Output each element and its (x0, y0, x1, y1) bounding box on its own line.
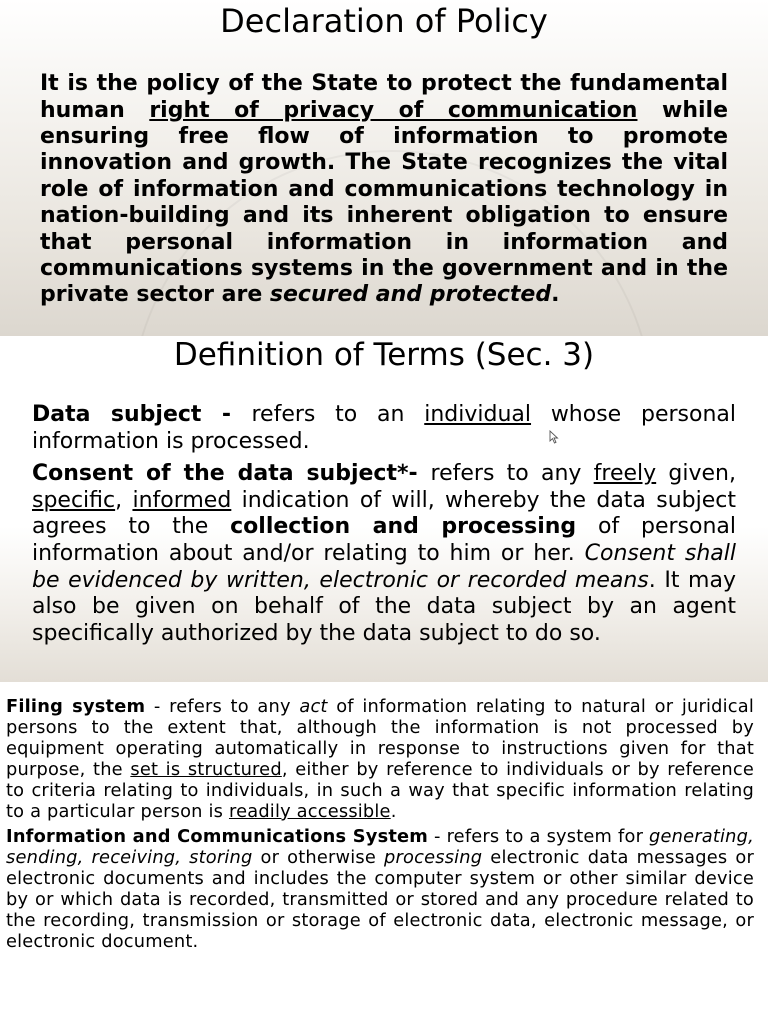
ics-text-1: - refers to a system for (428, 826, 650, 847)
consent-text-4: indication of will, whereby the data subject agrees to the (32, 487, 736, 540)
informed-word: informed (132, 487, 232, 513)
processing-word: processing (384, 847, 483, 868)
specific-word: specific (32, 487, 116, 513)
consent-text-5: of personal information about and/or relating to him or her. (32, 514, 736, 567)
set-structured-phrase: set is structured (130, 759, 282, 780)
terms-title: Definition of Terms (Sec. 3) (173, 337, 595, 373)
filing-system-text-2: of information relating to natural or juridical persons to the extent that, although the information is not processed by equipment operating automatically in response to instructions given for that purpose, the (6, 696, 754, 780)
consent-text-1: refers to any (430, 461, 594, 487)
ics-term: Information and Communications System (6, 826, 429, 847)
consent-evidence-phrase: Consent shall be evidenced by written, electronic or recorded means (32, 541, 736, 593)
filing-system-text-3: , either by reference to individuals or by reference to criteria relating to individuals, in such a way that specific information relating to a particular person is (6, 759, 754, 822)
collection-processing-phrase: collection and processing (230, 514, 577, 540)
ics-definition (0, 826, 768, 952)
secured-protected-phrase: secured and protected (269, 282, 552, 308)
policy-text-3: . (551, 282, 560, 308)
privacy-right-phrase: right of privacy of communication (149, 97, 638, 123)
policy-slide (0, 0, 768, 336)
terms-slide (0, 336, 768, 682)
consent-text-3: , (115, 487, 133, 513)
policy-title: Declaration of Policy (220, 2, 548, 40)
ics-verbs-phrase: generating, sending, receiving, storing (6, 826, 754, 868)
data-subject-text-1: refers to an (251, 402, 425, 428)
act-word: act (299, 696, 328, 717)
filing-system-term: Filing system (6, 696, 146, 717)
policy-text-2: while ensuring free flow of information to promote innovation and growth. The State recognizes the vital role of information and communications technology in nation-building and its inherent obligation to ensure that personal information in information and communications systems in the government and in the private sector are (40, 97, 728, 308)
individual-word: individual (424, 402, 532, 428)
filing-system-text-4: . (390, 801, 397, 822)
more-terms-slide (0, 682, 768, 1024)
mouse-pointer-icon (549, 430, 561, 444)
consent-term: Consent of the data subject*- (32, 461, 431, 487)
freely-word: freely (593, 461, 657, 487)
policy-text-1: It is the policy of the State to protect the fundamental human (40, 71, 728, 123)
ics-text-2: or otherwise (252, 847, 385, 868)
consent-text-6: . It may also be given on behalf of the data subject by an agent specifically authorized by the data subject to do so. (32, 567, 736, 646)
data-subject-text-2: whose personal information is processed. (32, 402, 737, 454)
consent-definition (0, 461, 768, 647)
data-subject-term: Data subject - (32, 402, 252, 428)
ics-text-3: electronic data messages or electronic documents and includes the computer system or other similar device by or which data is recorded, transmitted or stored and any procedure related to the recording, transmission or storage of electronic data, electronic message, or electronic document. (6, 847, 754, 952)
consent-text-2: given, (656, 461, 736, 487)
filing-system-definition (0, 682, 768, 822)
filing-system-text-1: - refers to any (145, 696, 300, 717)
data-subject-definition (0, 402, 768, 455)
readily-accessible-phrase: readily accessible (228, 801, 391, 822)
